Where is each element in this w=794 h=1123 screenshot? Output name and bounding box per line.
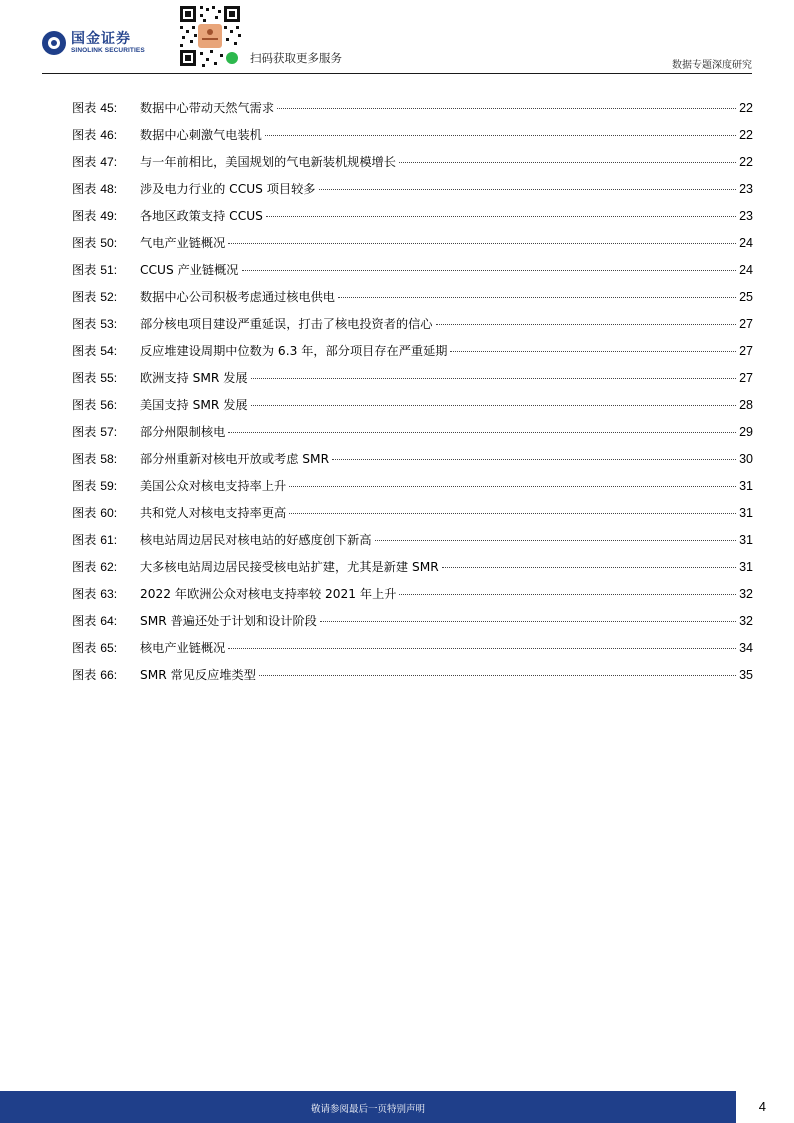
toc-entry-label-text: 图表 (72, 155, 97, 169)
toc-entry-title: 气电产业链概况 (140, 236, 226, 250)
toc-entry-label (72, 424, 140, 440)
toc-entry-title: 数据中心带动天然气需求 (140, 101, 275, 115)
toc-entry-title: 部分州限制核电 (140, 425, 226, 439)
toc-entry-number: 46: (100, 128, 118, 142)
toc-entry-number: 48: (100, 182, 118, 196)
toc-entry-label (72, 343, 140, 359)
toc-entry-number: 65: (100, 641, 118, 655)
toc-entry-label-text: 图表 (72, 344, 97, 358)
toc-dot-leader (450, 351, 736, 352)
toc-dot-leader (320, 621, 736, 622)
toc-dot-leader (442, 567, 736, 568)
toc-entry[interactable] (72, 343, 753, 370)
toc-entry[interactable] (72, 532, 753, 559)
toc-entry[interactable] (72, 100, 753, 127)
qr-caption: 扫码获取更多服务 (250, 51, 342, 65)
logo-english-name: SINOLINK SECURITIES (71, 46, 145, 54)
toc-entry-number: 57: (100, 425, 118, 439)
page-number: 4 (758, 1099, 766, 1114)
toc-entry-label-text: 图表 (72, 479, 97, 493)
toc-entry-label (72, 532, 140, 548)
toc-entry-label (72, 370, 140, 386)
toc-entry-label (72, 667, 140, 683)
toc-dot-leader (251, 378, 737, 379)
toc-entry-number: 47: (100, 155, 118, 169)
toc-entry-page: 30 (739, 452, 753, 466)
toc-entry-number: 55: (100, 371, 118, 385)
toc-entry-label-text: 图表 (72, 398, 97, 412)
toc-entry-label-text: 图表 (72, 101, 97, 115)
toc-entry-number: 53: (100, 317, 118, 331)
toc-entry-page: 23 (739, 182, 753, 196)
toc-entry-label (72, 586, 140, 602)
toc-dot-leader (399, 594, 736, 595)
toc-dot-leader (375, 540, 737, 541)
toc-entry-label (72, 505, 140, 521)
toc-entry-label-text: 图表 (72, 533, 97, 547)
toc-dot-leader (289, 513, 736, 514)
toc-entry-label (72, 127, 140, 143)
toc-entry-title: 美国支持 SMR 发展 (140, 398, 248, 412)
toc-entry-label (72, 100, 140, 116)
toc-entry-number: 64: (100, 614, 118, 628)
toc-entry-number: 66: (100, 668, 118, 682)
toc-entry[interactable] (72, 667, 753, 694)
toc-entry[interactable] (72, 451, 753, 478)
toc-dot-leader (242, 270, 737, 271)
toc-entry[interactable] (72, 505, 753, 532)
toc-entry[interactable] (72, 127, 753, 154)
toc-dot-leader (338, 297, 736, 298)
toc-entry-number: 56: (100, 398, 118, 412)
toc-entry[interactable] (72, 208, 753, 235)
toc-entry-label (72, 397, 140, 413)
toc-entry-label (72, 451, 140, 467)
toc-entry-title: 部分州重新对核电开放或考虑 SMR (140, 452, 330, 466)
toc-entry-page: 27 (739, 371, 753, 385)
toc-entry-title: SMR 普遍还处于计划和设计阶段 (140, 614, 317, 628)
toc-dot-leader (228, 648, 736, 649)
toc-entry-page: 32 (739, 614, 753, 628)
document-category: 数据专题深度研究 (672, 60, 752, 71)
toc-entry-label (72, 262, 140, 278)
toc-entry-title: 数据中心刺激气电装机 (140, 128, 262, 142)
toc-entry-label (72, 613, 140, 629)
toc-dot-leader (436, 324, 737, 325)
toc-entry-label-text: 图表 (72, 182, 97, 196)
toc-entry-number: 63: (100, 587, 118, 601)
toc-entry-title: 反应堆建设周期中位数为 6.3 年，部分项目存在严重延期 (140, 344, 448, 358)
toc-entry[interactable] (72, 586, 753, 613)
toc-entry[interactable] (72, 235, 753, 262)
toc-entry-label-text: 图表 (72, 317, 97, 331)
footer-disclaimer: 敬请参阅最后一页特别声明 (310, 1104, 425, 1115)
toc-entry-number: 49: (100, 209, 118, 223)
toc-entry-title: 涉及电力行业的 CCUS 项目较多 (140, 182, 316, 196)
toc-entry-page: 22 (739, 155, 753, 169)
toc-entry-number: 52: (100, 290, 118, 304)
header-divider (42, 73, 752, 74)
toc-entry-label-text: 图表 (72, 506, 97, 520)
toc-entry-title: 各地区政策支持 CCUS (140, 209, 263, 223)
toc-entry-page: 31 (739, 560, 753, 574)
toc-entry[interactable] (72, 613, 753, 640)
toc-entry-title: 核电产业链概况 (140, 641, 226, 655)
toc-entry[interactable] (72, 289, 753, 316)
toc-entry-title: 欧洲支持 SMR 发展 (140, 371, 248, 385)
toc-entry[interactable] (72, 559, 753, 586)
toc-entry-label (72, 181, 140, 197)
toc-entry-page: 22 (739, 128, 753, 142)
toc-entry-page: 34 (739, 641, 753, 655)
toc-dot-leader (228, 432, 736, 433)
toc-entry-label-text: 图表 (72, 128, 97, 142)
toc-entry-label-text: 图表 (72, 425, 97, 439)
toc-dot-leader (289, 486, 736, 487)
toc-entry-page: 31 (739, 506, 753, 520)
toc-entry-number: 59: (100, 479, 118, 493)
toc-entry-title: CCUS 产业链概况 (140, 263, 239, 277)
toc-entry-title: 共和党人对核电支持率更高 (140, 506, 287, 520)
toc-entry-page: 29 (739, 425, 753, 439)
toc-dot-leader (251, 405, 737, 406)
toc-entry-page: 35 (739, 668, 753, 682)
toc-entry-number: 45: (100, 101, 118, 115)
toc-entry-page: 24 (739, 263, 753, 277)
toc-entry-label-text: 图表 (72, 263, 97, 277)
toc-dot-leader (259, 675, 736, 676)
toc-entry-label-text: 图表 (72, 236, 97, 250)
toc-entry-page: 28 (739, 398, 753, 412)
toc-entry-label-text: 图表 (72, 614, 97, 628)
toc-entry-label (72, 208, 140, 224)
toc-entry[interactable] (72, 478, 753, 505)
toc-entry-page: 23 (739, 209, 753, 223)
toc-entry[interactable] (72, 316, 753, 343)
toc-entry-label (72, 559, 140, 575)
toc-entry-label (72, 154, 140, 170)
toc-dot-leader (266, 216, 736, 217)
toc-entry[interactable] (72, 424, 753, 451)
toc-dot-leader (319, 189, 737, 190)
toc-entry-title: 大多核电站周边居民接受核电站扩建，尤其是新建 SMR (140, 560, 439, 574)
toc-dot-leader (265, 135, 736, 136)
toc-entry-label-text: 图表 (72, 668, 97, 682)
toc-entry[interactable] (72, 370, 753, 397)
toc-entry-label-text: 图表 (72, 641, 97, 655)
toc-entry-number: 62: (100, 560, 118, 574)
toc-entry-number: 54: (100, 344, 118, 358)
toc-entry-title: 核电站周边居民对核电站的好感度创下新高 (140, 533, 372, 547)
toc-entry[interactable] (72, 262, 753, 289)
logo-emblem-icon (42, 31, 66, 55)
toc-entry-number: 61: (100, 533, 118, 547)
toc-entry-number: 60: (100, 506, 118, 520)
toc-entry-page: 24 (739, 236, 753, 250)
toc-dot-leader (228, 243, 736, 244)
toc-entry-title: 部分核电项目建设严重延误，打击了核电投资者的信心 (140, 317, 433, 331)
toc-entry[interactable] (72, 154, 753, 181)
toc-entry-title: 与一年前相比，美国规划的气电新装机规模增长 (140, 155, 396, 169)
toc-entry-page: 27 (739, 317, 753, 331)
toc-entry-label (72, 640, 140, 656)
toc-entry-page: 31 (739, 479, 753, 493)
toc-entry-label (72, 235, 140, 251)
company-logo (42, 31, 145, 55)
toc-entry-label-text: 图表 (72, 560, 97, 574)
toc-entry-page: 27 (739, 344, 753, 358)
toc-entry-label-text: 图表 (72, 452, 97, 466)
toc-entry-number: 58: (100, 452, 118, 466)
qr-code-icon (178, 4, 242, 68)
toc-entry-title: 数据中心公司积极考虑通过核电供电 (140, 290, 335, 304)
toc-entry-page: 22 (739, 101, 753, 115)
toc-entry-label (72, 289, 140, 305)
toc-entry-title: SMR 常见反应堆类型 (140, 668, 256, 682)
toc-entry-page: 25 (739, 290, 753, 304)
toc-entry-page: 31 (739, 533, 753, 547)
toc-dot-leader (277, 108, 736, 109)
toc-entry[interactable] (72, 181, 753, 208)
toc-entry[interactable] (72, 640, 753, 667)
toc-entry-page: 32 (739, 587, 753, 601)
figure-list (72, 100, 753, 694)
toc-entry-number: 51: (100, 263, 118, 277)
toc-entry[interactable] (72, 397, 753, 424)
toc-entry-label-text: 图表 (72, 371, 97, 385)
toc-entry-label (72, 316, 140, 332)
toc-entry-label-text: 图表 (72, 587, 97, 601)
toc-dot-leader (332, 459, 736, 460)
toc-dot-leader (399, 162, 736, 163)
logo-chinese-name: 国金证券 (71, 30, 131, 47)
toc-entry-number: 50: (100, 236, 118, 250)
toc-entry-title: 2022 年欧洲公众对核电支持率较 2021 年上升 (140, 587, 397, 601)
toc-entry-label-text: 图表 (72, 209, 97, 223)
toc-entry-title: 美国公众对核电支持率上升 (140, 479, 287, 493)
toc-entry-label (72, 478, 140, 494)
toc-entry-label-text: 图表 (72, 290, 97, 304)
